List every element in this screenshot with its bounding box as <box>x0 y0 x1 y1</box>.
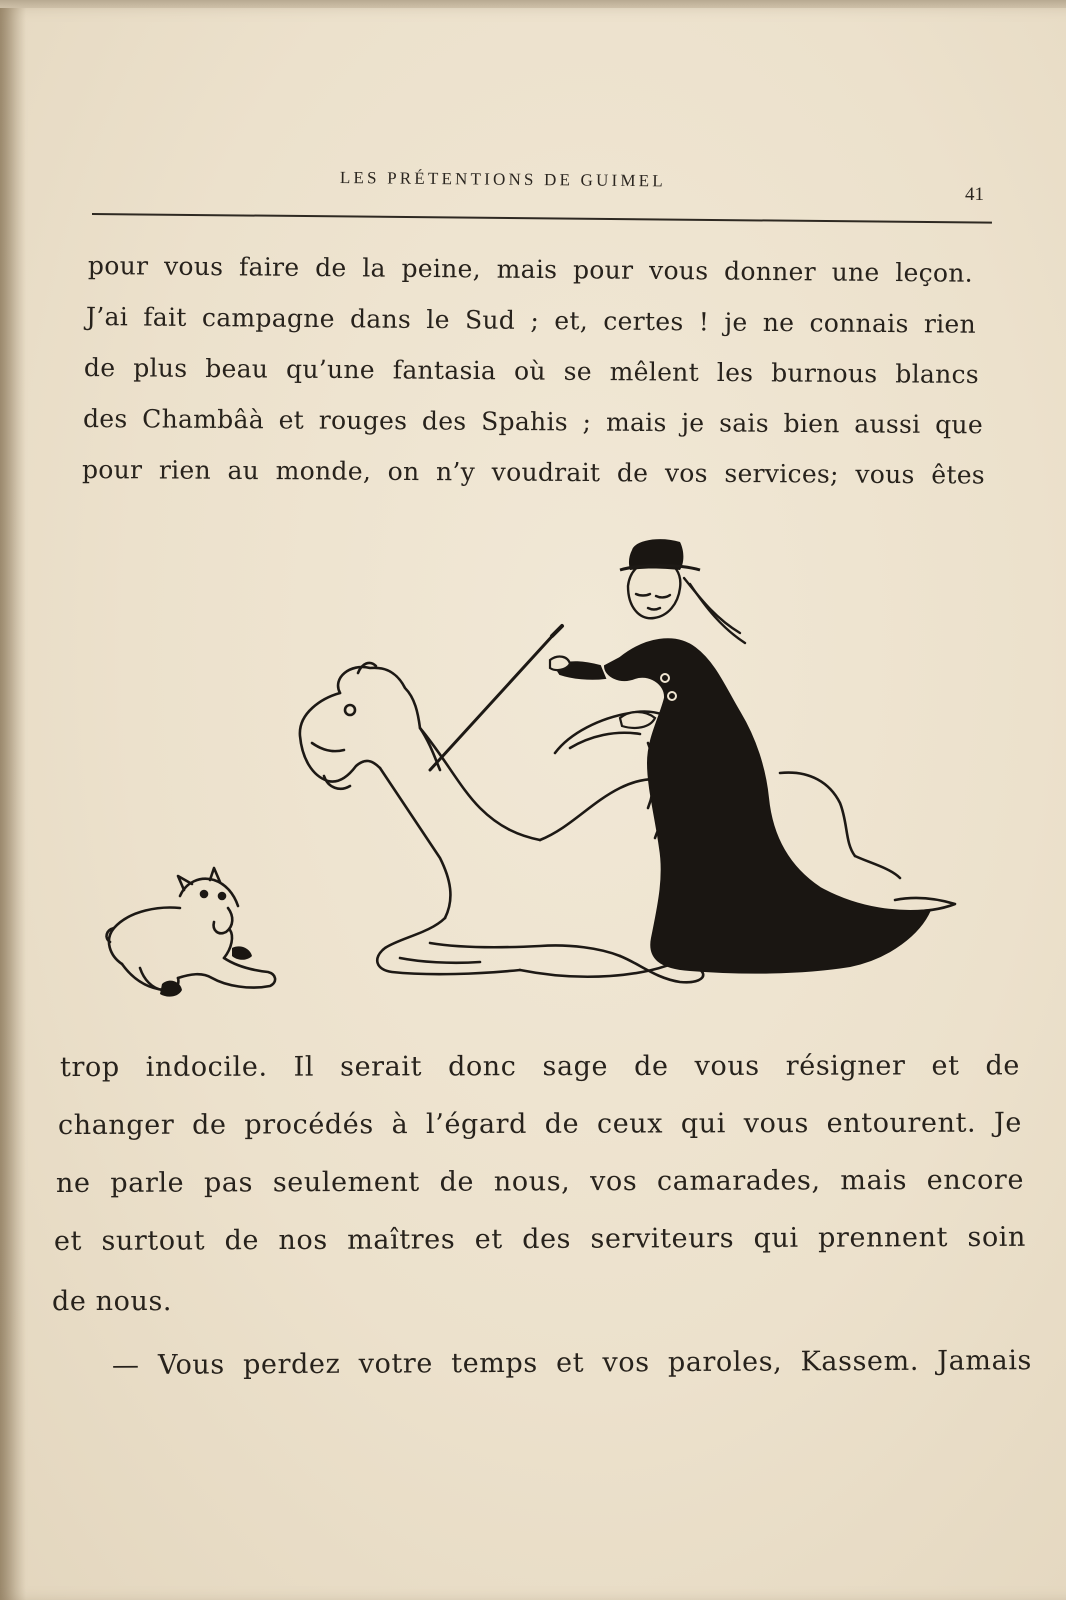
page-number: 41 <box>965 184 984 205</box>
text-line: pour rien au monde, on n’y voudrait de vos services; vous êtes <box>81 455 986 490</box>
camel-lady-dog-drawing <box>100 538 980 1038</box>
text-line: ne parle pas seulement de nous, vos camarades, mais encore <box>55 1164 1025 1199</box>
text-line: et surtout de nos maîtres et des serviteurs qui prennent soin <box>53 1221 1027 1257</box>
dialogue-line: — Vous perdez votre temps et vos paroles, Kassem. Jamais <box>111 1345 1033 1381</box>
text-line: trop indocile. Il serait donc sage de vous résigner et de <box>59 1050 1021 1083</box>
running-title: LES PRÉTENTIONS DE GUIMEL <box>339 168 666 191</box>
header-rule <box>92 213 992 224</box>
text-line: changer de procédés à l’égard de ceux qui vous entourent. Je <box>57 1107 1023 1141</box>
text-line: des Chambâà et rouges des Spahis ; mais je sais bien aussi que <box>82 404 984 440</box>
text-line: de nous. <box>52 1286 173 1317</box>
text-line: J’ai fait campagne dans le Sud ; et, certes ! je ne connais rien <box>85 302 977 339</box>
text-line: de plus beau qu’une fantasia où se mêlent les burnous blancs <box>83 353 980 390</box>
text-line: pour vous faire de la peine, mais pour vous donner une leçon. <box>87 251 974 288</box>
illustration <box>100 538 980 1038</box>
book-page <box>0 8 1066 1600</box>
gutter-shadow <box>0 8 26 1600</box>
